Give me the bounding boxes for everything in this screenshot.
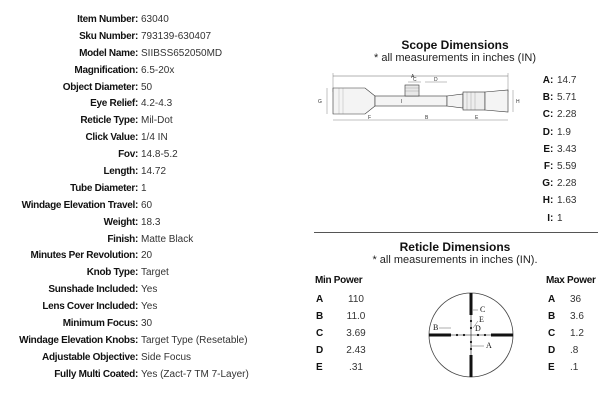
spec-label: Fully Multi Coated:: [54, 368, 138, 380]
scope-dimension-row: [537, 72, 597, 89]
reticle-dimension-value: 2.43: [346, 345, 366, 356]
reticle-dimension-letter: E: [548, 362, 555, 373]
spec-value: 63040: [141, 13, 169, 25]
scope-dimension-row: [537, 124, 597, 141]
scope-dimensions-list: [537, 72, 597, 227]
reticle-dimension-row: [548, 325, 598, 342]
scope-label-f: F: [368, 115, 372, 121]
reticle-label-b: B: [433, 323, 439, 332]
spec-row: [0, 281, 300, 298]
scope-dimension-row: [537, 210, 597, 227]
dimension-colon: :: [550, 143, 554, 155]
reticle-dimension-letter: C: [548, 328, 556, 339]
reticle-dimension-value: .8: [570, 345, 579, 356]
scope-dimension-row: [537, 158, 597, 175]
reticle-dimension-value: 11.0: [346, 311, 366, 322]
min-power-heading: Min Power: [315, 275, 363, 286]
dimension-value: 1: [557, 212, 563, 224]
reticle-label-e: E: [479, 315, 484, 324]
reticle-dimension-letter: A: [316, 294, 324, 305]
spec-value: Yes: [141, 301, 158, 313]
spec-label: Eye Relief:: [90, 98, 138, 110]
dimension-value: 5.59: [557, 161, 577, 173]
scope-diagram: [313, 68, 523, 130]
reticle-dimension-letter: C: [316, 328, 324, 339]
scope-dimension-row: [537, 192, 597, 209]
reticle-dimension-letter: B: [316, 311, 324, 322]
spec-label: Click Value:: [85, 132, 138, 144]
dimension-letter: E: [543, 143, 550, 155]
spec-label: Weight:: [103, 216, 138, 228]
spec-label: Windage Elevation Knobs:: [19, 334, 138, 346]
spec-row: [0, 11, 300, 28]
scope-dimensions-title: Scope Dimensions: [401, 38, 509, 52]
dimension-letter: C: [542, 109, 550, 121]
spec-label: Tube Diameter:: [70, 182, 138, 194]
spec-value: SIIBSS652050MD: [141, 47, 223, 59]
spec-label: Minutes Per Revolution:: [30, 250, 138, 262]
reticle-label-d: D: [475, 324, 481, 333]
dimension-colon: :: [550, 92, 554, 104]
spec-label: Length:: [103, 165, 138, 177]
spec-row: [0, 28, 300, 45]
reticle-dimension-value: 36: [570, 294, 582, 305]
spec-label: Windage Elevation Travel:: [21, 199, 138, 211]
spec-label: Knob Type:: [86, 267, 138, 279]
spec-label: Sku Number:: [79, 30, 138, 42]
reticle-diagram: [426, 290, 516, 380]
reticle-dimension-value: .31: [349, 362, 363, 373]
spec-value: Target Type (Resetable): [141, 334, 248, 346]
dimension-value: 14.7: [557, 75, 577, 87]
reticle-dimension-row: [316, 359, 376, 376]
min-power-table: [316, 291, 376, 376]
reticle-dimension-value: 1.2: [570, 328, 584, 339]
spec-row: [0, 315, 300, 332]
section-divider: [314, 232, 598, 233]
dimension-colon: :: [550, 161, 554, 173]
spec-value: 1: [141, 182, 147, 194]
max-power-heading: Max Power: [546, 275, 596, 286]
spec-row: [0, 79, 300, 96]
scope-label-d: D: [434, 77, 438, 83]
scope-dimension-row: [537, 141, 597, 158]
spec-value: Side Focus: [141, 351, 192, 363]
scope-label-b: B: [425, 115, 429, 121]
dimension-value: 1.63: [557, 195, 577, 207]
reticle-dimension-row: [316, 342, 376, 359]
max-power-table: [548, 291, 598, 376]
reticle-dimension-row: [548, 359, 598, 376]
spec-row: [0, 45, 300, 62]
scope-dimension-row: [537, 175, 597, 192]
spec-label: Lens Cover Included:: [42, 301, 138, 313]
dimension-value: 2.28: [557, 178, 577, 190]
specifications-list: [0, 11, 300, 383]
spec-value: 60: [141, 199, 153, 211]
scope-label-a: A: [411, 74, 415, 80]
scope-label-e: E: [475, 115, 479, 121]
spec-label: Finish:: [107, 233, 138, 245]
reticle-dimension-value: 3.6: [570, 311, 584, 322]
spec-row: [0, 129, 300, 146]
spec-value: Matte Black: [141, 233, 194, 245]
spec-row: [0, 214, 300, 231]
spec-row: [0, 146, 300, 163]
spec-label: Minimum Focus:: [62, 317, 138, 329]
dimension-letter: B: [542, 92, 550, 104]
spec-row: [0, 349, 300, 366]
spec-label: Reticle Type:: [80, 115, 138, 127]
spec-value: 50: [141, 81, 153, 93]
spec-value: Yes (Zact-7 TM 7-Layer): [141, 368, 249, 380]
spec-value: 14.8-5.2: [141, 149, 178, 161]
spec-row: [0, 95, 300, 112]
spec-row: [0, 163, 300, 180]
reticle-dimension-letter: A: [548, 294, 556, 305]
dimension-letter: I: [547, 212, 550, 224]
dimension-letter: F: [543, 161, 550, 173]
reticle-dimensions-subtitle: * all measurements in inches (IN).: [372, 254, 538, 266]
spec-row: [0, 366, 300, 383]
spec-value: 30: [141, 317, 153, 329]
spec-row: [0, 197, 300, 214]
reticle-dimension-row: [316, 308, 376, 325]
dimension-value: 5.71: [557, 92, 577, 104]
dimension-colon: :: [550, 212, 554, 224]
dimension-letter: G: [542, 178, 550, 190]
spec-row: [0, 264, 300, 281]
dimension-value: 3.43: [557, 143, 577, 155]
spec-label: Item Number:: [77, 13, 138, 25]
reticle-dimension-letter: D: [548, 345, 556, 356]
dimension-value: 1.9: [557, 126, 571, 138]
reticle-dimension-letter: B: [548, 311, 556, 322]
reticle-dimension-row: [548, 291, 598, 308]
dimension-letter: A: [542, 75, 550, 87]
scope-label-c: C: [413, 77, 417, 83]
spec-row: [0, 247, 300, 264]
spec-row: [0, 332, 300, 349]
reticle-dimension-row: [316, 325, 376, 342]
reticle-dimension-value: .1: [570, 362, 579, 373]
reticle-dimensions-title: Reticle Dimensions: [399, 240, 511, 254]
spec-value: 1/4 IN: [141, 132, 168, 144]
scope-label-i: I: [401, 99, 403, 105]
scope-label-g: G: [318, 99, 322, 105]
spec-value: 20: [141, 250, 153, 262]
spec-value: Yes: [141, 284, 158, 296]
scope-dimension-row: [537, 106, 597, 123]
scope-label-h: H: [516, 99, 520, 105]
reticle-label-c: C: [480, 305, 486, 314]
spec-label: Magnification:: [74, 64, 138, 76]
spec-row: [0, 298, 300, 315]
spec-value: 6.5-20x: [141, 64, 175, 76]
spec-label: Object Diameter:: [62, 81, 138, 93]
dimension-letter: D: [542, 126, 550, 138]
spec-label: Fov:: [118, 149, 138, 161]
reticle-dimension-row: [548, 308, 598, 325]
dimension-colon: :: [550, 109, 554, 121]
reticle-dimension-value: 110: [348, 294, 364, 305]
reticle-dimension-letter: D: [316, 345, 324, 356]
spec-value: 4.2-4.3: [141, 98, 173, 110]
scope-dimensions-subtitle: * all measurements in inches (IN): [373, 52, 536, 64]
spec-value: 14.72: [141, 165, 167, 177]
spec-row: [0, 112, 300, 129]
spec-label: Model Name:: [79, 47, 138, 59]
spec-value: Target: [141, 267, 169, 279]
reticle-dimension-row: [548, 342, 598, 359]
dimension-colon: :: [550, 195, 554, 207]
dimension-colon: :: [550, 75, 554, 87]
spec-row: [0, 62, 300, 79]
reticle-dimension-value: 3.69: [346, 328, 366, 339]
dimension-value: 2.28: [557, 109, 577, 121]
dimension-letter: H: [542, 195, 550, 207]
scope-dimension-row: [537, 89, 597, 106]
dimension-colon: :: [550, 178, 554, 190]
spec-value: Mil-Dot: [141, 115, 173, 127]
reticle-label-a: A: [486, 341, 492, 350]
spec-row: [0, 231, 300, 248]
spec-value: 18.3: [141, 216, 161, 228]
spec-label: Sunshade Included:: [48, 284, 138, 296]
spec-label: Adjustable Objective:: [42, 351, 138, 363]
spec-row: [0, 180, 300, 197]
spec-value: 793139-630407: [141, 30, 212, 42]
reticle-dimension-row: [316, 291, 376, 308]
dimension-colon: :: [550, 126, 554, 138]
reticle-dimension-letter: E: [316, 362, 323, 373]
